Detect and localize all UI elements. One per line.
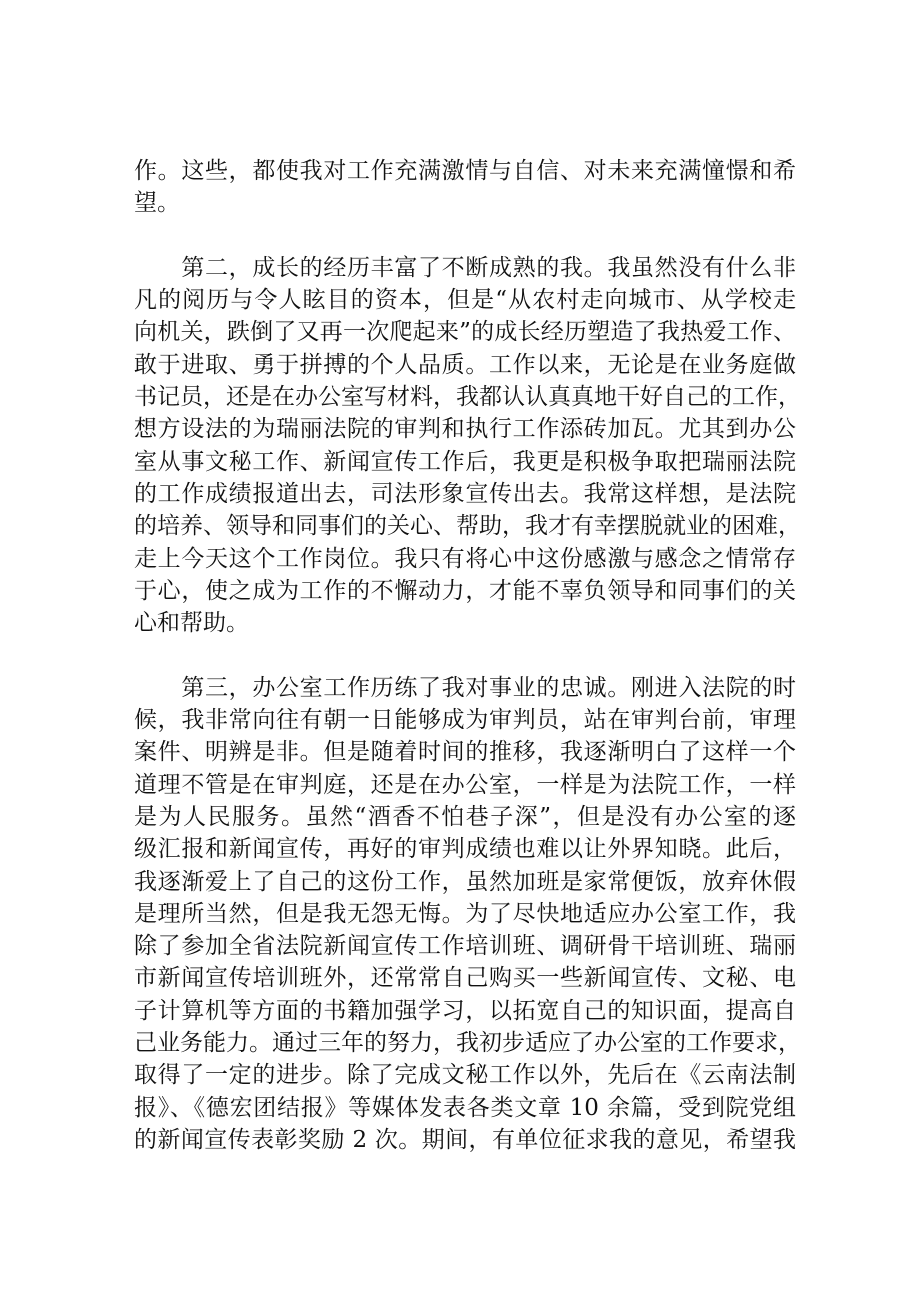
paragraph-1: [134, 155, 796, 220]
text-line: 级汇报和新闻宣传，再好的审判成绩也难以让外界知晓。此后，: [134, 836, 796, 863]
text-line: 己业务能力。通过三年的努力，我初步适应了办公室的工作要求，: [134, 1030, 801, 1057]
text-line: 除了参加全省法院新闻宣传工作培训班、调研骨干培训班、瑞丽: [134, 933, 796, 960]
text-line: 心和帮助。: [134, 610, 249, 637]
text-line: 作。这些，都使我对工作充满激情与自信、对未来充满憧憬和希: [134, 158, 796, 184]
paragraph-3: [134, 672, 801, 1156]
text-line: 子计算机等方面的书籍加强学习，以拓宽自己的知识面，提高自: [134, 997, 796, 1024]
text-line: 第二，成长的经历丰富了不断成熟的我。我虽然没有什么非: [134, 254, 796, 281]
text-line: 于心，使之成为工作的不懈动力，才能不辜负领导和同事们的关: [134, 577, 796, 604]
text-line: 取得了一定的进步。除了完成文秘工作以外，先后在《云南法制: [134, 1062, 796, 1089]
text-line: 我逐渐爱上了自己的这份工作，虽然加班是家常便饭，放弃休假: [134, 868, 796, 895]
document-body: [134, 155, 801, 1189]
text-line: 向机关，跌倒了又再一次爬起来”的成长经历塑造了我热爱工作、: [134, 319, 796, 346]
text-line: 书记员，还是在办公室写材料，我都认认真真地干好自己的工作，: [134, 384, 801, 411]
text-line: 案件、明辨是非。但是随着时间的推移，我逐渐明白了这样一个: [134, 739, 796, 766]
text-line: 走上今天这个工作岗位。我只有将心中这份感激与感念之情常存: [134, 545, 796, 572]
text-line: 的培养、领导和同事们的关心、帮助，我才有幸摆脱就业的困难，: [134, 513, 801, 540]
text-line: 的工作成绩报道出去，司法形象宣传出去。我常这样想，是法院: [134, 480, 796, 507]
text-line: 室从事文秘工作、新闻宣传工作后，我更是积极争取把瑞丽法院: [134, 448, 796, 475]
text-line: 候，我非常向往有朝一日能够成为审判员，站在审判台前，审理: [134, 707, 796, 734]
text-line: 望。: [134, 190, 180, 217]
text-line: 道理不管是在审判庭，还是在办公室，一样是为法院工作，一样: [134, 771, 796, 798]
text-line: 报》、《德宏团结报》等媒体发表各类文章 10 余篇，受到院党组: [134, 1094, 796, 1121]
text-line: 第三，办公室工作历练了我对事业的忠诚。刚进入法院的时: [134, 674, 796, 701]
text-line: 凡的阅历与令人眩目的资本，但是“从农村走向城市、从学校走: [134, 287, 796, 314]
text-line: 的新闻宣传表彰奖励 2 次。期间，有单位征求我的意见，希望我: [134, 1126, 796, 1153]
paragraph-2: [134, 252, 801, 640]
text-line: 想方设法的为瑞丽法院的审判和执行工作添砖加瓦。尤其到办公: [134, 416, 796, 443]
text-line: 是理所当然，但是我无怨无悔。为了尽快地适应办公室工作，我: [134, 900, 796, 927]
text-line: 市新闻宣传培训班外，还常常自己购买一些新闻宣传、文秘、电: [134, 965, 796, 992]
text-line: 敢于进取、勇于拼搏的个人品质。工作以来，无论是在业务庭做: [134, 351, 796, 378]
text-line: 是为人民服务。虽然“酒香不怕巷子深”，但是没有办公室的逐: [134, 803, 796, 830]
